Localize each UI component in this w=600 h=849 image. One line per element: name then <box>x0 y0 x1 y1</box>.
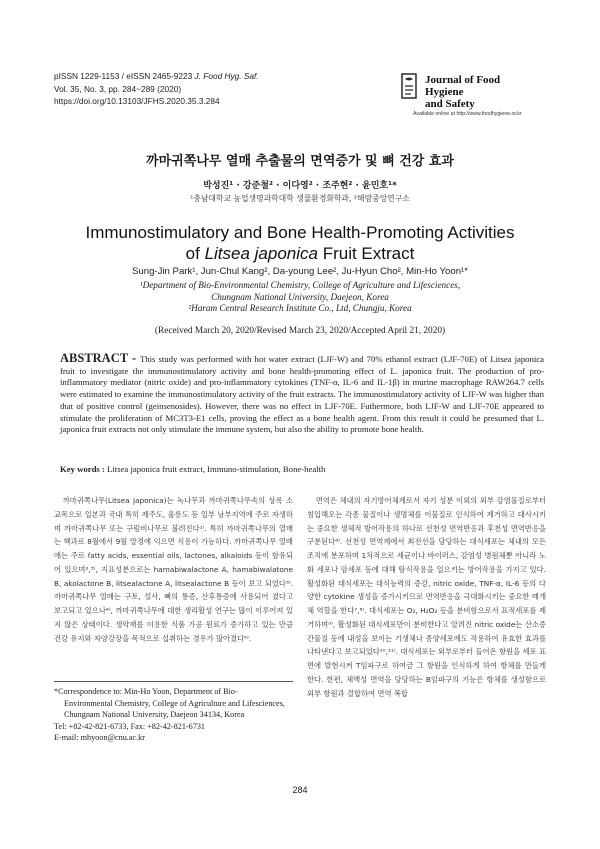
journal-logo <box>399 70 539 110</box>
page-number: 284 <box>292 785 308 795</box>
journal-header <box>54 70 259 108</box>
body-column-left <box>54 494 293 645</box>
journal-logo-title: Journal of Food Hygiene and Safety <box>425 74 501 110</box>
abstract <box>60 353 544 436</box>
keywords-label: Key words : <box>60 464 108 474</box>
english-authors: Sung-Jin Park¹, Jun-Chul Kang², Da-young Lee², Ju-Hyun Cho², Min-Ho Yoon¹* <box>132 266 468 277</box>
keywords <box>60 464 544 474</box>
volume-line: Vol. 35, No. 3, pp. 284~289 (2020) <box>54 83 182 94</box>
abstract-text: This study was performed with hot water extract (LJF-W) and 70% ethanol extract (LJF-70E) of Litsea japonica fruit to investigate the immunostimulatory activity and bone health-promoting effect of L. japonica fruit. The production of pro-inflammatory mediator (nitric oxide) and pro-inflammatory cytokines (TNF-α, IL-6 and IL-1β) in murine macrophage RAW264.7 cells were estimated to examine the immunostimulatory activity of the fruit extracts. The immunostimulatory activity of LJF-W was higher than that of positive control (geinsenosides). However, there was no effect in LJF-70E. Futhermore, both LJF-W and LJF-70E appeared to stimulate the proliferation of MC3T3-E1 cells, proving the effect as a bone health agent. From this result it could be presumed that L. japonica fruit extracts not only stimulate the immune system, but also the ability to promote bone health. <box>60 354 544 435</box>
journal-abbrev: J. Food Hyg. Saf. <box>194 71 259 81</box>
received-dates: (Received March 20, 2020/Revised March 23, 2020/Accepted April 21, 2020) <box>154 326 446 336</box>
korean-title: 까마귀쪽나무 열매 추출물의 면역증가 및 뼈 건강 효과 <box>146 154 454 169</box>
korean-authors: 박성진¹ · 강준철² · 이다영² · 조주현² · 윤민호¹* <box>203 181 397 191</box>
email-link[interactable]: E-mail: mhyoon@cnu.ac.kr <box>54 733 145 742</box>
body-column-right <box>307 494 546 700</box>
korean-affiliation: ¹충남대학교 농업생명과학대학 생물환경화학과, ²해람중앙연구소 <box>190 194 410 203</box>
english-affiliation: ¹Department of Bio-Environmental Chemistry, College of Agriculture and Lifesciences, Chungnam National University, Daejeon, Korea ²Haram Central Research Institute Co., Ltd, Chungju, Korea <box>139 280 461 313</box>
journal-website[interactable]: Available online at http://www.foodhygiene.or.kr <box>413 111 522 117</box>
correspondence-footnote: *Correspondence to: Min-Ho Yoon, Department of Bio- Environmental Chemistry, College of Agriculture and Lifesciences, Chungnam National University, Daejeon 34134, Korea Tel: +82-42-821-6733, Fax: +82-42-821-6731 E-mail: mhyoon@cnu.ac.kr <box>54 686 293 744</box>
keywords-text: Litsea japonica fruit extract, Immuno-stimulation, Bone-health <box>107 464 326 474</box>
issn-line: pISSN 1229-1153 / eISSN 2465-9223 J. Food Hyg. Saf. <box>54 71 259 81</box>
footnote-divider <box>54 681 293 682</box>
body-paragraph: 까마귀쪽나무(Litsea japonica)는 녹나무과 까마귀쪽나무속의 상록 소교목으로 일본과 국내 특히 제주도, 울릉도 등 일부 남부지역에 주로 자생하며 까마귀쪽나무 또는 구럼비나무로 불려진다¹⁾. 특히 까마귀쪽나무의 열매는 핵과로 8월에서 9월 말경에 익으면 식용이 가능하다. 까마귀쪽나무 열매에는 주로 fatty acids, essential oils, lactones, alkaloids 등이 함유되어 있으며²,³⁾, 지표성분으로는 hamabiwalactone A, hamabiwalatone B, akolactone B, litsealactone A, litsealactone B 등이 보고 되었다³⁾. 까마귀쪽나무 열매는 구토, 설사, 뼈의 통증, 산후통증에 사용되어 졌다고 보고되고 있으나⁴⁾, 까마귀쪽나무에 대한 생리활성 연구는 많이 이루어져 있지 않은 상태이다. 생약재를 이용한 식품 가공 원료가 증가하고 있는 만큼 건강 유지와 자양강장을 목적으로 섭취하는 경우가 많아졌다⁵⁾. <box>54 496 293 643</box>
body-paragraph: 면역은 체내의 자기방어체계로서 자기 성분 이외의 외부 감염물질로부터 침입해오는 각종 물질이나 생명체를 이물질로 인식하여 제거하고 대사시키는 중요한 생체적 방어작용의 하나로 선천성 면역반응과 후천성 면역반응을 구분된다⁶⁾. 선천성 면역계에서 최전선을 담당하는 대식세포는 체내의 모든 조직에 분포하며 1차적으로 세균이나 바이러스, 감염성 병원체뿐 아니라 노화 세포나 암세포 등에 대해 탐식작용을 일으키는 방어작용을 가지고 있다. 활성화된 대식세포는 대식능력의 증강, nitric oxide, TNF-α, IL-6 등의 다양한 cytokine 생성을 증가시키므로 면역반응을 극대화시키는 중요한 매개체 역할을 한다⁷,⁸⁾. 대식세포는 O₂, H₂O₂ 등을 분비함으로서 표적세포를 제거하며⁹⁾, 활성화된 대식세포만이 분비한다고 알려진 nitric oxide는 산소증간물질 등에 내성을 보이는 기생체나 종양세포에도 작용하여 유효한 효과를 나타낸다고 보고되었다¹⁰,¹¹⁾. 대식세포는 외부로부터 들어온 항원을 세포 표면에 발현시켜 T임파구로 하여금 그 항원을 인식하게 하여 항체를 만들게 한다. 한편, 체액성 면역을 담당하는 B임파구의 기능은 항체를 생성함으로 외부 항원과 결합하여 면역 복합 <box>307 496 546 698</box>
english-title: Immunostimulatory and Bone Health-Promoting Activities of Litsea japonica Fruit Extract <box>85 223 515 263</box>
abstract-label: ABSTRACT - <box>60 351 140 365</box>
doi-link[interactable]: https://doi.org/10.13103/JFHS.2020.35.3.284 <box>54 96 220 106</box>
journal-logo-icon <box>399 72 419 100</box>
